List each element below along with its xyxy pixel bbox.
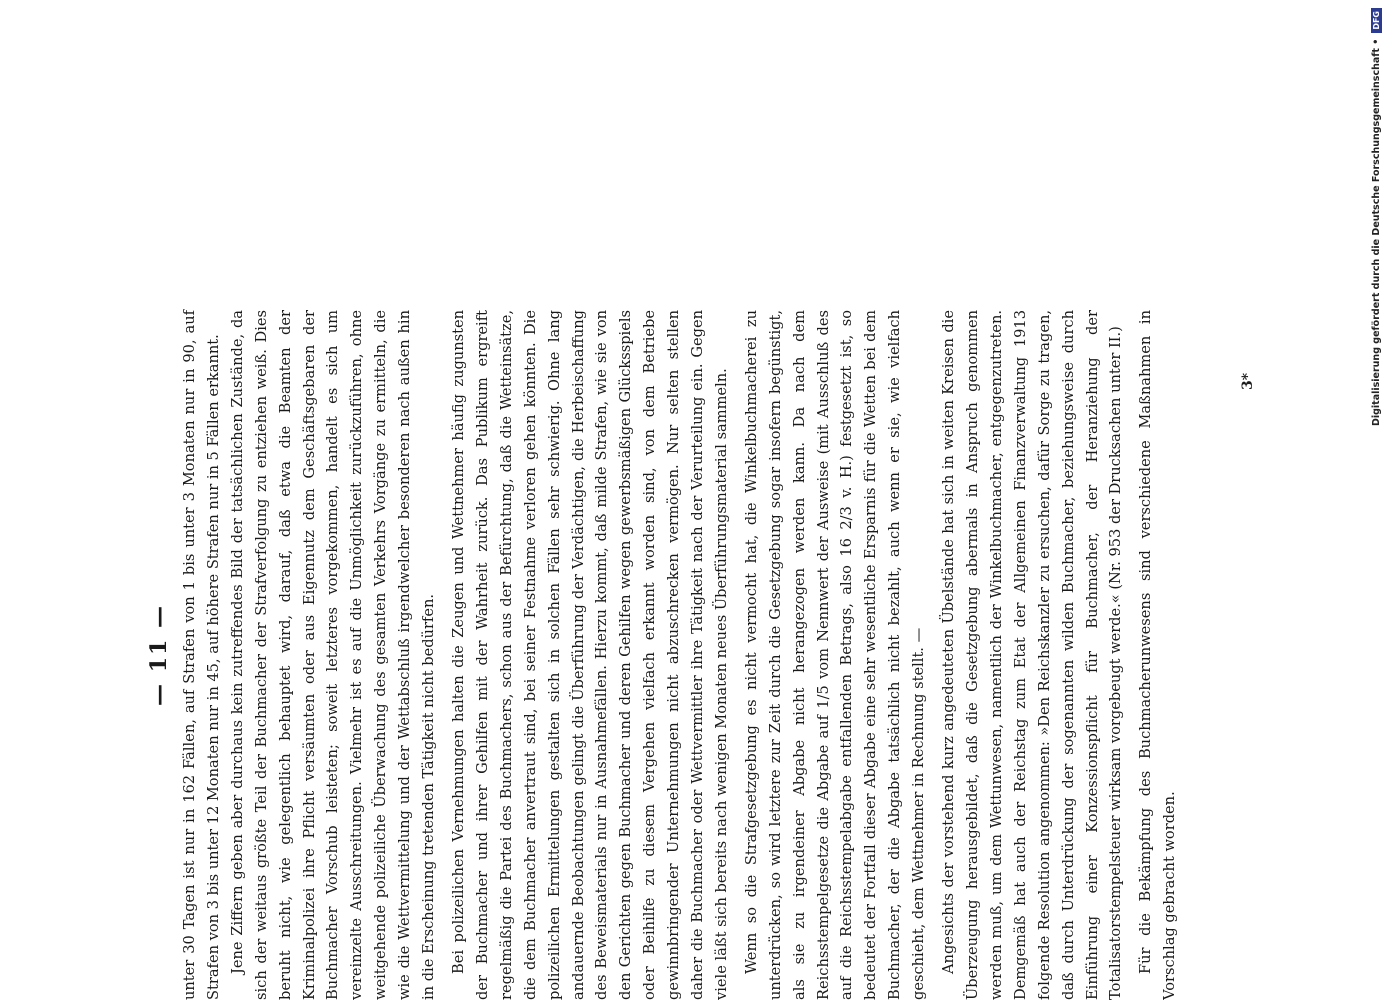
signature-mark: 3* xyxy=(1240,372,1256,390)
text-column xyxy=(178,310,1182,1000)
page-number: — 11 — xyxy=(146,604,172,706)
paragraph-5: Angesichts der vorstehend kurz angedeuteten Übelstände hat sich in weiten Kreisen die Überzeugung herausgebildet, daß die Gesetzgebung abermals in Anspruch genommen werden muß, um dem Wettunwesen, namentlich der Winkelbuchmacher, entgegenzutreten. Demgemäß hat auch der Reichstag zum Etat der Allgemeinen Finanzverwaltung 1913 folgende Resolution angenommen: »Den Reichskanzler zu ersuchen, dafür Sorge zu tragen, daß durch Unterdrückung der sogenannten wilden Buchmacher, beziehungsweise durch Einführung einer Konzessionspflicht für Buchmacher, der Heranziehung der Totalisatorstempelsteuer wirksam vorgebeugt werde.« (Nr. 953 der Drucksachen unter II.) xyxy=(940,310,1125,1000)
paragraph-4: Wenn so die Strafgesetzgebung es nicht vermocht hat, die Winkelbuchmacherei zu unterdrücken, so wird letztere zur Zeit durch die Gesetzgebung sogar insofern begünstigt, als sie zu irgendeiner Abgabe nicht herangezogen werden kann. Da nach dem Reichsstempelgesetze die Abgabe auf 1/5 vom Nennwert der Ausweise (mit Ausschluß des auf die Reichsstempelabgabe entfallenden Betrags, also 16 2/3 v. H.) festgesetzt ist, so bedeutet der Fortfall dieser Abgabe eine sehr wesentliche Ersparnis für die Wetten bei dem Buchmacher, der die Abgabe tatsächlich nicht bezahlt, auch wenn er sie, wie vielfach geschieht, dem Wettnehmer in Rechnung stellt. — xyxy=(742,310,928,1000)
paragraph-2: Jene Ziffern geben aber durchaus kein zutreffendes Bild der tatsächlichen Zustände, da sich der weitaus größte Teil der Buchmacher der Strafverfolgung zu entziehen weiß. Dies beruht nicht, wie gelegentlich behauptet wird, darauf, daß etwa die Beamten der Kriminalpolizei ihre Pflicht versäumten oder aus Eigennutz dem Geschäftsgebaren der Buchmacher Vorschub leisteten; soweit letzteres vorgekommen, handelt es sich um vereinzelte Ausschreitungen. Vielmehr ist es auf die Unmöglichkeit zurückzuführen, ohne weitgehende polizeiliche Überwachung des gesamten Verkehrs Vorgänge zu ermitteln, die wie die Wettvermittelung und der Wettabschluß irgendwelcher besonderen nach außen hin in die Erscheinung tretenden Tätigkeit nicht bedürfen. xyxy=(228,310,438,1000)
dfg-credit-sidebar xyxy=(1366,0,1383,1000)
paragraph-3: Bei polizeilichen Vernehmungen halten die Zeugen und Wettnehmer häufig zugunsten der Buchmacher und ihrer Gehilfen mit der Wahrheit zurück. Das Publikum ergreift regelmäßig die Partei des Buchmachers, schon aus der Befürchtung, daß die Wetteinsätze, die dem Buchmacher anvertraut sind, bei seiner Festnahme verloren gehen könnten. Die polizeilichen Ermittelungen gestalten sich in solchen Fällen sehr schwierig. Ohne lang andauernde Beobachtungen gelingt die Überführung der Verdächtigen, die Herbeischaffung des Beweismaterials nur in Ausnahmefällen. Hierzu kommt, daß milde Strafen, wie sie von den Gerichten gegen Buchmacher und deren Gehilfen wegen gewerbsmäßigen Glücksspiels oder Beihilfe zu diesem Vergehen vielfach erkannt worden sind, von dem Betriebe gewinnbringender Unternehmungen nicht abzuschrecken vermögen. Nur selten stellen daher die Buchmacher oder Wettvermittler ihre Tätigkeit nach der Verurteilung ein. Gegen viele läßt sich bereits nach wenigen Monaten neues Überführungsmaterial sammeln. xyxy=(449,310,730,1000)
rotated-page xyxy=(146,310,1266,1000)
dfg-logo: DFG xyxy=(1371,8,1382,33)
paragraph-1: unter 30 Tagen ist nur in 162 Fällen, auf Strafen von 1 bis unter 3 Monaten nur in 90, auf Strafen von 3 bis unter 12 Monaten nur in 45, auf höhere Strafen nur in 5 Fällen erkannt. xyxy=(181,310,222,1000)
dfg-credit-text: Digitalisierung gefördert durch die Deutsche Forschungsgemeinschaft • xyxy=(1370,38,1382,427)
paragraph-6: Für die Bekämpfung des Buchmacherunwesens sind verschiedene Maßnahmen in Vorschlag gebracht worden. xyxy=(1137,310,1179,1000)
